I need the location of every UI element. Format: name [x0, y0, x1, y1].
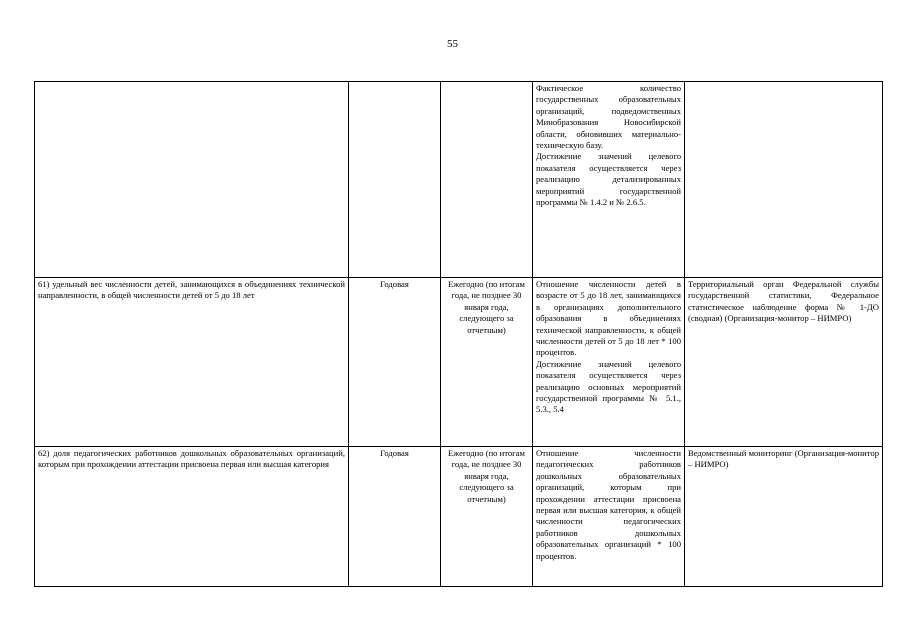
source-cell [685, 82, 883, 278]
deadline-cell-text: Ежегодно (по итогам года, не позднее 30 января года, следующего за отчетным) [448, 448, 525, 504]
period-cell [349, 82, 441, 278]
indicator-cell-text: 61) удельный вес численности детей, занимающихся в объединениях технической направленности, в общей численности детей от 5 до 18 лет [38, 279, 345, 301]
deadline-cell [441, 447, 533, 587]
method-cell [533, 447, 685, 587]
source-cell-text: Ведомственный мониторинг (Организация-монитор – НИМРО) [688, 448, 879, 470]
indicators-table-body [35, 82, 883, 587]
indicator-cell [35, 82, 349, 278]
deadline-cell-text: Ежегодно (по итогам года, не позднее 30 января года, следующего за отчетным) [448, 279, 525, 335]
table-row [35, 82, 883, 278]
period-cell-text: Годовая [380, 448, 409, 458]
deadline-cell [441, 278, 533, 447]
method-cell [533, 82, 685, 278]
method-cell-text: Отношение численности педагогических работников дошкольных образовательных организаций, которым при прохождении аттестации присвоена первая или высшая категория, к общей численности педагогических работников дошкольных образовательных организаций * 100 процентов. [536, 448, 681, 561]
page-number: 55 [447, 38, 458, 50]
deadline-cell [441, 82, 533, 278]
indicators-table [34, 81, 883, 587]
source-cell [685, 278, 883, 447]
period-cell [349, 447, 441, 587]
indicator-cell [35, 447, 349, 587]
period-cell-text: Годовая [380, 279, 409, 289]
method-cell-text: Достижение значений целевого показателя осуществляется через реализацию детализированных мероприятий государственной программы № 1.4.2 и № 2.6.5. [536, 151, 681, 208]
method-cell-text: Отношение численности детей в возрасте от 5 до 18 лет, занимающихся в организациях дополнительного образования в объединениях технической направленности, к общей численности детей от 5 до 18 лет * 100 процентов. [536, 279, 681, 358]
method-cell-text: Достижение значений целевого показателя осуществляется через реализацию основных мероприятий государственной программы № 5.1., 5.3., 5.4 [536, 358, 681, 415]
source-cell-text: Территориальный орган Федеральной службы государственной статистики, Федеральное статистическое наблюдение форма № 1-ДО (сводная) (Организация-монитор – НИМРО) [688, 279, 879, 324]
method-cell [533, 278, 685, 447]
source-cell [685, 447, 883, 587]
period-cell [349, 278, 441, 447]
table-row [35, 447, 883, 587]
method-cell-text: Фактическое количество государственных образовательных организаций, подведомственных Минобразования Новосибирской области, обновивших материально-техническую базу. [536, 83, 681, 151]
table-row [35, 278, 883, 447]
indicator-cell-text: 62) доля педагогических работников дошкольных образовательных организаций, которым при прохождении аттестации присвоена первая или высшая категория [38, 448, 345, 470]
indicator-cell [35, 278, 349, 447]
